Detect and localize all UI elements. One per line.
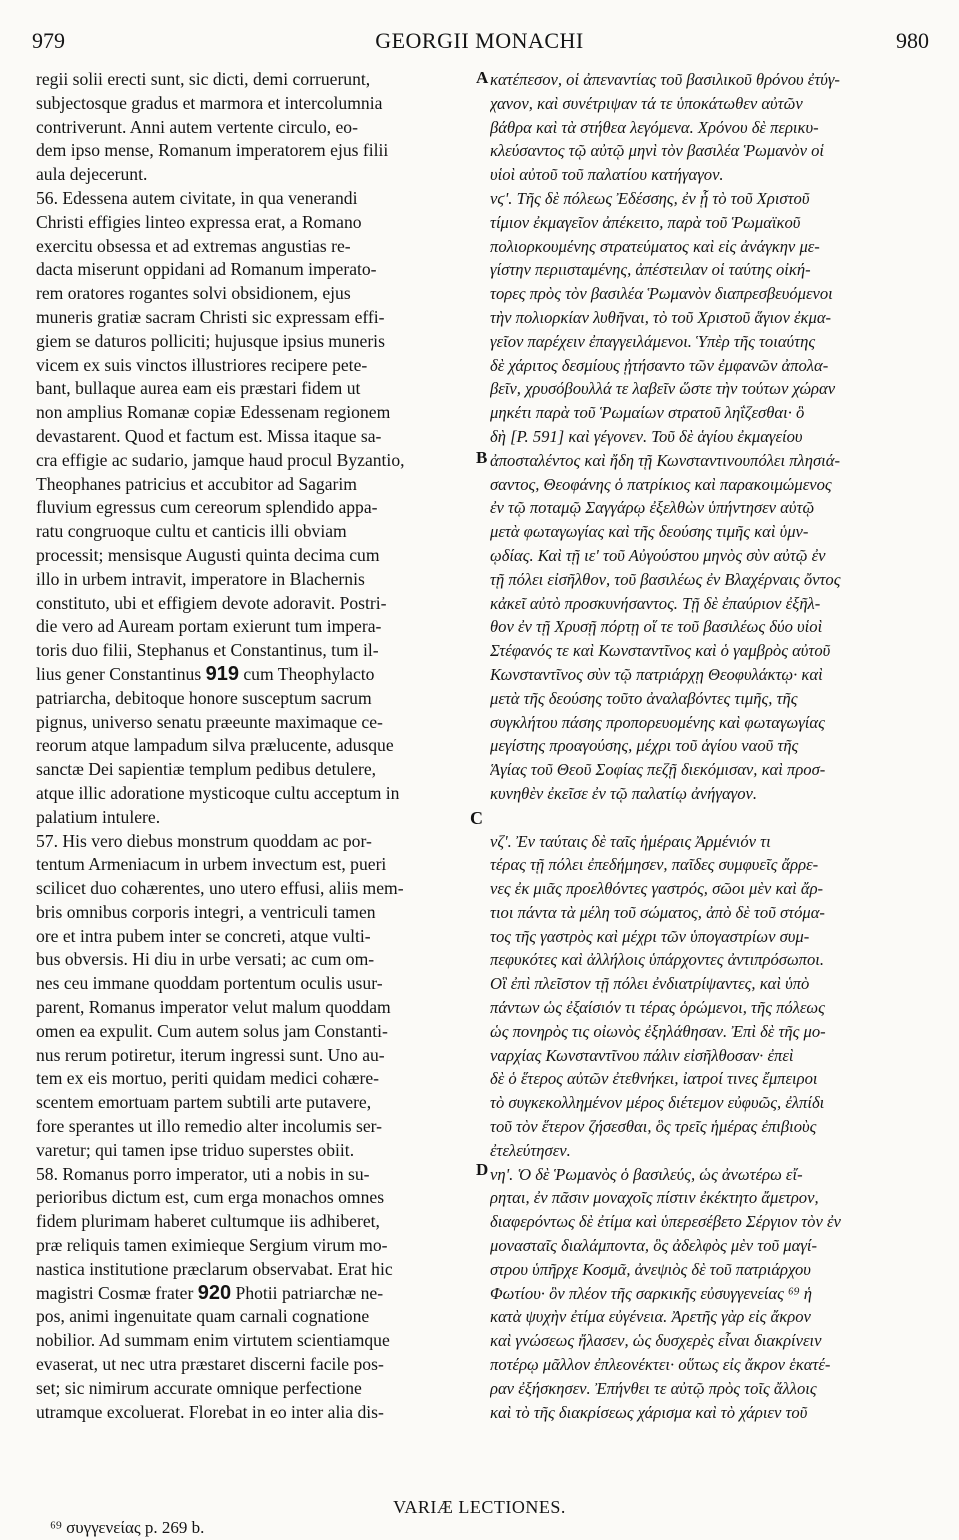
latin-line-text: Theophanes patricius et accubitor ad Sagarim: [36, 473, 357, 494]
latin-line-text: Christi effigies linteo expressa erat, a Romano: [36, 211, 362, 232]
latin-line: [36, 544, 476, 568]
latin-line-tail: Photii patriarchæ ne-: [235, 1282, 384, 1303]
latin-line-text: fore sperantes ut illo remedio alter incolumis ser-: [36, 1116, 383, 1137]
latin-line-text: vicem ex suis vinctos illustriores recipere pete-: [36, 354, 368, 375]
latin-line: [36, 782, 476, 806]
latin-line-text: varetur; qui tamen ipse triduo superstes obiit.: [36, 1139, 355, 1160]
latin-line: [36, 806, 476, 830]
latin-line-text: scilicet duo cohærentes, uno utero effusi, aliis mem-: [36, 878, 404, 899]
latin-line: [36, 1139, 476, 1163]
greek-line: τῇ πόλει εἰσῆλθον, τοῦ βασιλέως ἐν Βλαχέρναις ὄντος: [490, 569, 841, 589]
page-number-919: 919: [205, 662, 239, 685]
greek-line: σαντος, Θεοφάνης ὁ πατρίκιος καὶ παρακοιμώμενος: [490, 474, 832, 494]
greek-line: τιοι πάντα τὰ μέλη τοῦ σώματος, ἀπὸ δὲ τοῦ στόμα-: [490, 902, 825, 922]
latin-line: [36, 116, 476, 140]
latin-line: [36, 1282, 476, 1306]
latin-line: [36, 615, 476, 639]
latin-line: [36, 235, 476, 259]
latin-line: [36, 734, 476, 758]
latin-line: [36, 711, 476, 735]
margin-letter-c: C: [470, 808, 483, 828]
greek-line: μετὰ τῆς δεούσης τοῦτο ἀναλαβόντες τιμῆς, τῆς: [490, 688, 798, 708]
greek-line: Στέφανός τε καὶ Κωνσταντῖνος καὶ ὁ γαμβρὸς αὐτοῦ: [490, 641, 831, 661]
latin-line-text: fluvium egressus cum cereorum splendido appa-: [36, 497, 378, 518]
latin-line: [36, 449, 476, 473]
latin-line-text: omen ea expulit. Cum autem solus jam Constanti-: [36, 1020, 388, 1041]
latin-line: [36, 687, 476, 711]
greek-line: ναρχίας Κωνσταντῖνου πάλιν εἰσῆλθοσαν· ἐπεὶ: [490, 1045, 794, 1065]
latin-line-text: 57. His vero diebus monstrum quoddam ac por-: [36, 830, 372, 851]
greek-line: διαφερόντως δὲ ἐτίμα καὶ ὑπερεσέβετο Σέργιον τὸν ἐν: [490, 1212, 841, 1232]
latin-line-text: rem oratores rogantes solvi obsidionem, ejus: [36, 283, 351, 304]
greek-line: δὴ [P. 591] καὶ γέγονεν. Τοῦ δὲ ἁγίου ἐκμαγείου: [490, 426, 803, 446]
greek-line: τορες πρὸς τὸν βασιλέα Ῥωμανὸν διαπρεσβευόμενοι: [490, 284, 833, 304]
latin-line: [36, 877, 476, 901]
latin-line-text: præ reliquis tamen eximieque Sergium virum mo-: [36, 1235, 388, 1256]
latin-line: [36, 1377, 476, 1401]
greek-line: τέρας τῇ πόλει ἐπεδήμησεν, παῖδες συμφυεῖς ἄρρε-: [490, 855, 819, 875]
latin-line-text: nobilior. Ad summam enim virtutem scientiamque: [36, 1330, 390, 1351]
latin-line-text: sanctæ Dei sapientiæ templum pedibus detulere,: [36, 759, 377, 780]
greek-line: νζʹ. Ἐν ταύταις δὲ ταῖς ἡμέραις Ἀρμένιόν τι: [490, 831, 771, 851]
greek-line: πάντων ὡς ἐξαίσιόν τι τέρας ὁρώμενοι, τῆς πόλεως: [490, 998, 825, 1018]
latin-line: [36, 401, 476, 425]
latin-line: [36, 354, 476, 378]
greek-line: βάθρα καὶ τὰ στήθεα λεγόμενα. Χρόνου δὲ περικυ-: [490, 117, 819, 137]
greek-line: γίστην περιισταμένης, ἀπέστειλαν οἱ ταύτης οἰκή-: [490, 260, 811, 280]
latin-line: [36, 1020, 476, 1044]
greek-line: συγκλήτου πάσης προπορευομένης καὶ φωταγωγίας: [490, 712, 825, 732]
greek-column: [490, 68, 936, 1424]
latin-line: [36, 211, 476, 235]
latin-line-text: perioribus dictum est, cum erga monachos omnes: [36, 1187, 385, 1208]
latin-line: [36, 996, 476, 1020]
latin-line: [36, 139, 476, 163]
latin-line-text: atque illic adoratione mysticoque cultu acceptum in: [36, 782, 400, 803]
latin-line-text: magistri Cosmæ frater: [36, 1282, 194, 1303]
latin-line-text: die vero ad Auream portam exierunt tum impera-: [36, 616, 382, 637]
running-title: GEORGII MONACHI: [375, 28, 584, 53]
greek-line: γεῖον παρέχειν ἐπαγγειλάμενοι. Ὑπὲρ τῆς τοιαύτης: [490, 331, 816, 351]
left-page-number: 979: [32, 28, 65, 53]
latin-line: [36, 258, 476, 282]
latin-line: [36, 853, 476, 877]
margin-letter-d: D: [476, 1160, 489, 1179]
greek-line: [490, 806, 936, 830]
latin-line: [36, 972, 476, 996]
greek-line: χανον, καὶ συνέτριψαν τά τε ὑποκάτωθεν αὐτῶν: [490, 93, 803, 113]
greek-line: στρου ὑπῆρχε Κοσμᾶ, ἀνεψιὸς δὲ τοῦ πατριάρχου: [490, 1259, 811, 1279]
right-page-number: 980: [896, 28, 929, 53]
latin-line: [36, 1258, 476, 1282]
latin-line-text: processit; mensisque Augusti quinta decima cum: [36, 544, 380, 565]
latin-line: [36, 92, 476, 116]
greek-line: μετὰ φωταγωγίας καὶ τῆς δεούσης τιμῆς καὶ ὑμν-: [490, 522, 809, 542]
greek-line: ραν ἐξήσκησεν. Ἐπήνθει τε αὐτῷ πρὸς τοῖς ἄλλοις: [490, 1378, 817, 1398]
latin-line: [36, 592, 476, 616]
variae-lectiones-heading: VARIÆ LECTIONES.: [393, 1497, 566, 1517]
latin-line-text: reorum atque lampadum silva prælucente, adusque: [36, 735, 394, 756]
greek-line: Κωνσταντῖνος σὺν τῷ πατριάρχῃ Θεοφυλάκτῳ· καὶ: [490, 664, 823, 684]
latin-line: [36, 473, 476, 497]
greek-line: πολιορκουμένης στρατεύματος καὶ εἰς ἀνάγκην με-: [490, 236, 820, 256]
greek-line: τοῦ τὸν ἕτερον ζήσεσθαι, ὃς τρεῖς ἡμέρας ἐπιβιοὺς: [490, 1117, 817, 1137]
latin-line-text: contriverunt. Anni autem vertente circulo, eo-: [36, 116, 358, 137]
latin-line-text: giem se daturos polliciti; hujusque ipsius muneris: [36, 330, 385, 351]
greek-line: κυνηθὲν ἐκεῖσε ἐν τῷ παλατίῳ ἀνήγαγον.: [490, 783, 757, 803]
latin-line-text: pos, animi ingenuitate quam carnali cognatione: [36, 1306, 370, 1327]
greek-line: νες ἐκ μιᾶς προελθόντες γαστρός, σῶοι μὲν καὶ ἄρ-: [490, 879, 824, 899]
margin-letter-a: A: [476, 68, 489, 87]
latin-line-text: 58. Romanus porro imperator, uti a nobis in su-: [36, 1163, 370, 1184]
latin-column: [36, 68, 476, 1424]
greek-line: πεφυκότες καὶ ἀλλήλοις ὑπάρχοντες ἀντιπρόσωποι.: [490, 950, 825, 970]
greek-line: ρηται, ἐν πᾶσιν μοναχοῖς πίστιν ἐκέκτητο ἄμετρον,: [490, 1188, 819, 1208]
latin-line-text: nes ceu immane quoddam portentum oculis usur-: [36, 973, 383, 994]
latin-line-text: fidem plurimam haberet cultumque iis adhiberet,: [36, 1211, 380, 1232]
latin-line-text: exercitu obsessa et ad extremas angustias re-: [36, 235, 351, 256]
greek-line: ποτέρῳ μᾶλλον ἐπλεονέκτει· οὕτως εἰς ἄκρον ἑκατέ-: [490, 1355, 831, 1375]
latin-line: [36, 1091, 476, 1115]
latin-line: [36, 758, 476, 782]
greek-line: νηʹ. Ὁ δὲ Ῥωμανὸς ὁ βασιλεύς, ὡς ἀνωτέρω εἴ-: [490, 1164, 803, 1184]
latin-line-text: devastarent. Quod et factum est. Missa itaque sa-: [36, 425, 382, 446]
latin-line-text: bant, bullaque aurea eam eis præstari fidem ut: [36, 378, 361, 399]
page-number-920: 920: [197, 1281, 232, 1304]
greek-line: κἀκεῖ αὐτὸ προσκυνήσαντος. Τῇ δὲ ἐπαύριον ἐξῆλ-: [490, 593, 821, 613]
latin-line: [36, 1044, 476, 1068]
latin-line: [36, 925, 476, 949]
latin-line: [36, 377, 476, 401]
greek-line: καὶ γνώσεως ἤλασεν, ὡς δυσχερὲς εἶναι διακρίνειν: [490, 1331, 822, 1351]
latin-line-tail: cum Theophylacto: [243, 663, 375, 684]
greek-line: κλεύσαντος τῷ αὐτῷ μηνὶ τὸν βασιλέα Ῥωμανὸν οἱ: [490, 141, 824, 161]
greek-line: ἀποσταλέντος καὶ ἤδη τῇ Κωνσταντινουπόλει πλησιά-: [490, 450, 840, 470]
latin-line-text: evaserat, ut nec utra præstaret discerni facile pos-: [36, 1354, 384, 1375]
latin-line-text: cra effigie ac sudario, jamque haud procul Byzantio,: [36, 449, 405, 470]
latin-line: [36, 1163, 476, 1187]
latin-line-text: patriarcha, debitoque honore susceptum sacrum: [36, 687, 372, 708]
latin-line: [36, 1067, 476, 1091]
latin-line-text: toris duo filii, Stephanus et Constantinus, tum il-: [36, 640, 379, 661]
latin-line: [36, 1401, 476, 1425]
latin-line: [36, 901, 476, 925]
greek-line: βεῖν, χρυσόβουλλά τε λαβεῖν ὥστε τὴν τούτων χώραν: [490, 379, 836, 399]
greek-line: τὴν πολιορκίαν λυθῆναι, τὸ τοῦ Χριστοῦ ἅγιον ἐκμα-: [490, 307, 832, 327]
latin-line-text: dem ipso mense, Romanum imperatorem ejus filii: [36, 140, 389, 161]
latin-line-text: ore et intra pubem inter se concreti, atque vulti-: [36, 925, 371, 946]
greek-line: μηκέτι παρὰ τοῦ Ῥωμαίων στρατοῦ ληΐζεσθαι· ὃ: [490, 403, 805, 423]
latin-line: [36, 330, 476, 354]
latin-line: [36, 520, 476, 544]
latin-line: [36, 1234, 476, 1258]
greek-line: κατὰ ψυχὴν ἐτίμα εὐγένεια. Ἀρετῆς γὰρ εἰς ἄκρον: [490, 1307, 811, 1327]
greek-line: τος τῆς γαστρὸς καὶ μέχρι τῶν ὑπογαστρίων συμ-: [490, 926, 810, 946]
greek-line: θον ἐν τῇ Χρυσῇ πόρτῃ οἵ τε τοῦ βασιλέως δύο υἱοὶ: [490, 617, 823, 637]
latin-line-text: utramque excoluerat. Florebat in eo inter alia dis-: [36, 1401, 384, 1422]
latin-line-text: dacta miserunt oppidani ad Romanum imperato-: [36, 259, 377, 280]
latin-line-text: lius gener Constantinus: [36, 663, 202, 684]
latin-line-text: parent, Romanus imperator velut malum quoddam: [36, 997, 391, 1018]
latin-line: [36, 1186, 476, 1210]
latin-line-text: ratu congruoque cultu et canticis illi obviam: [36, 521, 347, 542]
latin-line: [36, 830, 476, 854]
latin-line-text: scentem emortuam partem subtili arte putavere,: [36, 1092, 372, 1113]
greek-line: κατέπεσον, οἱ ἀπεναντίας τοῦ βασιλικοῦ θρόνου ἐτύγ-: [490, 70, 840, 89]
greek-line: ἐτελεύτησεν.: [490, 1140, 571, 1160]
latin-line-text: nastica institutione præclarum observabat. Erat hic: [36, 1258, 393, 1279]
latin-line: [36, 163, 476, 187]
latin-line-text: bus obversis. Hi diu in urbe versati; ac cum om-: [36, 949, 375, 970]
latin-line-text: set; sic nimirum accurate omnique perfectione: [36, 1377, 362, 1398]
latin-line: [36, 639, 476, 663]
latin-line: [36, 1305, 476, 1329]
greek-line: ὡς πονηρὸς τις οἰωνὸς ἐξηλάθησαν. Ἐπὶ δὲ τῆς μο-: [490, 1021, 826, 1041]
footnote: ⁶⁹ συγγενείας p. 269 b.: [50, 1518, 205, 1537]
greek-line: δὲ χάριτος δεσμίους ᾐτήσαντο τῶν ἐμφανῶν ἀπολα-: [490, 355, 829, 375]
greek-line: υἱοὶ αὐτοῦ τοῦ παλατίου κατήγαγον.: [490, 165, 724, 185]
latin-line: [36, 187, 476, 211]
greek-line: μεγίστης προαγούσης, μέχρι τοῦ ἁγίου ναοῦ τῆς: [490, 736, 799, 756]
latin-line: [36, 663, 476, 687]
margin-letter-b: B: [476, 448, 488, 467]
latin-line: [36, 425, 476, 449]
latin-line-text: tentum Armeniacum in urbem invectum est, pueri: [36, 854, 387, 875]
greek-line: τὸ συγκεκολλημένον μέρος διέτεμον εὐφυῶς, ἐλπίδι: [490, 1093, 825, 1113]
greek-line: Ἁγίας τοῦ Θεοῦ Σοφίας πεζῇ διεκόμισαν, καὶ προσ-: [490, 760, 826, 780]
latin-line: [36, 1210, 476, 1234]
latin-line: [36, 496, 476, 520]
latin-line-text: 56. Edessena autem civitate, in qua venerandi: [36, 187, 358, 208]
latin-line-text: pignus, universo senatu præeunte maximaque ce-: [36, 711, 383, 732]
latin-line: [36, 282, 476, 306]
latin-line-text: illo in urbem intravit, imperatore in Blachernis: [36, 568, 365, 589]
latin-line-text: tem ex eis mortuo, periti quidam medici cohære-: [36, 1068, 379, 1089]
latin-line: [36, 1329, 476, 1353]
latin-line: [36, 1115, 476, 1139]
latin-line-text: aula dejecerunt.: [36, 164, 148, 185]
greek-line: δὲ ὁ ἕτερος αὐτῶν ἐτεθνήκει, ἰατροί τινες ἔμπειροι: [490, 1069, 818, 1089]
greek-line: Οἳ ἐπὶ πλεῖστον τῇ πόλει ἐνδιατρίψαντες, καὶ ὑπὸ: [490, 974, 810, 994]
latin-line: [36, 948, 476, 972]
latin-line: [36, 1353, 476, 1377]
greek-line: τίμιον ἐκμαγεῖον ἀπέκειτο, παρὰ τοῦ Ῥωμαϊκοῦ: [490, 212, 801, 232]
greek-line: καὶ τὸ τῆς διακρίσεως χάρισμα καὶ τὸ χάριεν τοῦ: [490, 1402, 808, 1422]
latin-line-text: palatium intulere.: [36, 806, 161, 827]
greek-line: ἐν τῷ ποταμῷ Σαγγάρῳ ἐξελθὼν ὑπήντησεν αὐτῷ: [490, 498, 815, 518]
greek-line: νϛʹ. Τῆς δὲ πόλεως Ἐδέσσης, ἐν ᾗ τὸ τοῦ Χριστοῦ: [490, 188, 810, 208]
latin-line-text: constituto, ubi et effigiem devote adoravit. Postri-: [36, 592, 387, 613]
greek-line: μονασταῖς διαλάμποντα, ὃς ἀδελφὸς μὲν τοῦ μαγί-: [490, 1236, 817, 1256]
latin-line-text: muneris gratiæ sacram Christi sic expressam effi-: [36, 306, 385, 327]
latin-line: [36, 568, 476, 592]
latin-line: [36, 306, 476, 330]
latin-line-text: regii solii erecti sunt, sic dicti, demi corruerunt,: [36, 69, 371, 89]
greek-line: ῳδίας. Καὶ τῇ ιεʹ τοῦ Αὐγούστου μηνὸς σὺν αὐτῷ ἐν: [490, 545, 826, 565]
latin-line-text: non amplius Romanæ copiæ Edessenam regionem: [36, 402, 391, 423]
latin-line: [36, 68, 476, 92]
latin-line-text: nus rerum potiretur, iterum ingressi sunt. Uno au-: [36, 1044, 385, 1065]
greek-line: Φωτίου· ὃν πλέον τῆς σαρκικῆς εὐσυγγενείας ⁶⁹ ἡ: [490, 1283, 812, 1303]
latin-line-text: subjectosque gradus et marmora et intercolumnia: [36, 92, 383, 113]
latin-line-text: bris omnibus corporis integri, a ventriculi tamen: [36, 901, 376, 922]
